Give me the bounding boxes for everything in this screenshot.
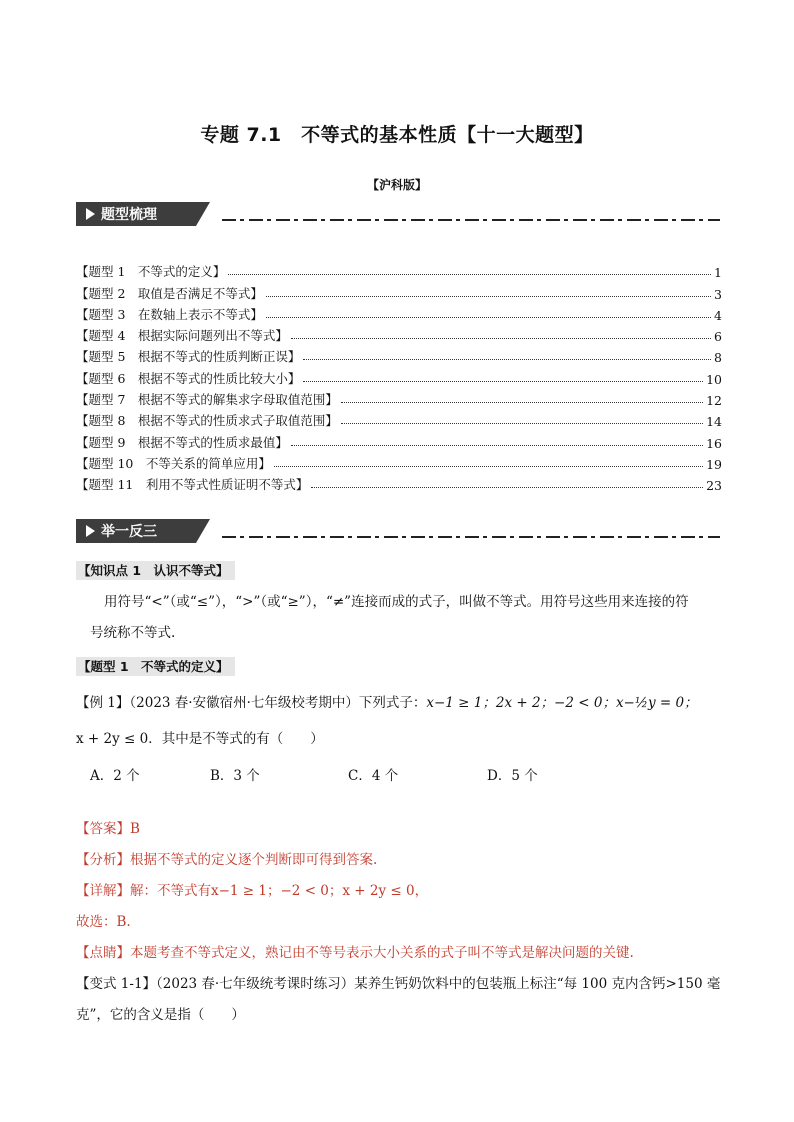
- analysis-line: [76, 847, 377, 873]
- example-question-line2: x + 2y ≤ 0．其中是不等式的有（ ）: [76, 731, 324, 747]
- toc-leader-dots: [341, 423, 703, 424]
- section-banner-overview: [76, 202, 196, 226]
- toc-row[interactable]: [76, 472, 722, 493]
- toc-label: 【题型 1 不等式的定义】: [76, 264, 226, 280]
- section-title-box: [76, 519, 196, 543]
- section-title: 题型梳理: [101, 207, 157, 223]
- toc-page-number: 19: [706, 456, 722, 472]
- toc-row[interactable]: [76, 451, 722, 472]
- detail-text: 解：不等式有x−1 ≥ 1；−2 < 0；x + 2y ≤ 0，: [130, 883, 429, 899]
- option-d: D．5 个: [487, 768, 538, 784]
- toc-row[interactable]: [76, 429, 722, 450]
- section-title: 举一反三: [101, 524, 157, 540]
- toc-label: 【题型 5 根据不等式的性质判断正误】: [76, 349, 301, 365]
- option-c: C．4 个: [348, 768, 399, 784]
- example-prefix: 【例 1】: [76, 695, 130, 711]
- toc-page-number: 16: [706, 435, 722, 451]
- toc-label: 【题型 8 根据不等式的性质求式子取值范围】: [76, 413, 338, 429]
- toc-row[interactable]: [76, 280, 722, 301]
- toc-leader-dots: [274, 466, 703, 467]
- variant-question-line2: 克”，它的含义是指（ ）: [76, 1007, 245, 1023]
- toc-page-number: 10: [706, 371, 722, 387]
- toc-page-number: 6: [714, 329, 722, 345]
- play-triangle-icon: [86, 208, 95, 220]
- detail-label: 【详解】: [76, 883, 130, 899]
- table-of-contents: [76, 259, 722, 493]
- section-title-box: [76, 202, 196, 226]
- answer-label: 【答案】: [76, 821, 130, 837]
- knowledge-text-line1: 用符号“<”（或“≤”），“>”（或“≥”），“≠”连接而成的式子，叫做不等式。用符号这些用来连接的符: [104, 594, 689, 610]
- toc-leader-dots: [311, 487, 703, 488]
- play-triangle-icon: [86, 525, 95, 537]
- question-type-tag: 【题型 1 不等式的定义】: [76, 657, 235, 676]
- page-title: 专题 7.1 不等式的基本性质【十一大题型】: [200, 124, 594, 146]
- toc-label: 【题型 9 根据不等式的性质求最值】: [76, 434, 288, 450]
- choose-line: 故选：B.: [76, 914, 131, 930]
- section-banner-practice: [76, 519, 196, 543]
- toc-leader-dots: [303, 359, 711, 360]
- toc-row[interactable]: [76, 259, 722, 280]
- toc-row[interactable]: [76, 365, 722, 386]
- toc-leader-dots: [303, 381, 703, 382]
- knowledge-point-tag: 【知识点 1 认识不等式】: [76, 561, 235, 580]
- edition-label: 【沪科版】: [366, 178, 427, 192]
- answer-line: [76, 816, 140, 842]
- toc-row[interactable]: [76, 408, 722, 429]
- dashed-divider: [222, 219, 720, 221]
- toc-row[interactable]: [76, 302, 722, 323]
- detail-line: [76, 878, 428, 904]
- toc-label: 【题型 2 取值是否满足不等式】: [76, 285, 263, 301]
- answer-value: B: [130, 821, 140, 837]
- toc-leader-dots: [266, 296, 711, 297]
- option-b: B．3 个: [210, 768, 260, 784]
- toc-row[interactable]: [76, 387, 722, 408]
- toc-leader-dots: [291, 338, 711, 339]
- toc-page-number: 3: [714, 286, 722, 302]
- toc-label: 【题型 4 根据实际问题列出不等式】: [76, 328, 288, 344]
- toc-page-number: 1: [714, 265, 722, 281]
- example-source: （2023 春·安徽宿州·七年级校考期中）下列式子：: [129, 695, 427, 711]
- toc-label: 【题型 3 在数轴上表示不等式】: [76, 306, 263, 322]
- comment-line: [76, 940, 634, 966]
- toc-leader-dots: [341, 402, 703, 403]
- option-a: A．2 个: [90, 768, 140, 784]
- toc-label: 【题型 6 根据不等式的性质比较大小】: [76, 370, 301, 386]
- toc-page-number: 4: [714, 307, 722, 323]
- example-expressions: x−1 ≥ 1；2x + 2；−2 < 0；x−½y = 0；: [426, 695, 698, 711]
- example-question-line1: [76, 690, 698, 716]
- toc-leader-dots: [228, 274, 711, 275]
- toc-page-number: 12: [706, 393, 722, 409]
- toc-leader-dots: [291, 445, 703, 446]
- toc-label: 【题型 11 利用不等式性质证明不等式】: [76, 477, 309, 493]
- toc-row[interactable]: [76, 344, 722, 365]
- analysis-text: 根据不等式的定义逐个判断即可得到答案.: [130, 852, 378, 868]
- toc-label: 【题型 7 根据不等式的解集求字母取值范围】: [76, 392, 338, 408]
- variant-question-line1: [76, 971, 726, 997]
- toc-label: 【题型 10 不等关系的简单应用】: [76, 455, 271, 471]
- toc-row[interactable]: [76, 323, 722, 344]
- toc-page-number: 8: [714, 350, 722, 366]
- toc-page-number: 23: [706, 478, 722, 494]
- toc-leader-dots: [266, 317, 711, 318]
- dashed-divider: [222, 536, 720, 538]
- variant-prefix: 【变式 1-1】: [76, 976, 157, 992]
- toc-page-number: 14: [706, 414, 722, 430]
- knowledge-text-line2: 号统称不等式.: [90, 625, 176, 641]
- analysis-label: 【分析】: [76, 852, 130, 868]
- comment-text: 本题考查不等式定义，熟记由不等号表示大小关系的式子叫不等式是解决问题的关键.: [130, 945, 634, 961]
- comment-label: 【点睛】: [76, 945, 130, 961]
- variant-text: （2023 春·七年级统考课时练习）某养生钙奶饮料中的包装瓶上标注“每 100 克内含钙>150 毫: [156, 976, 721, 992]
